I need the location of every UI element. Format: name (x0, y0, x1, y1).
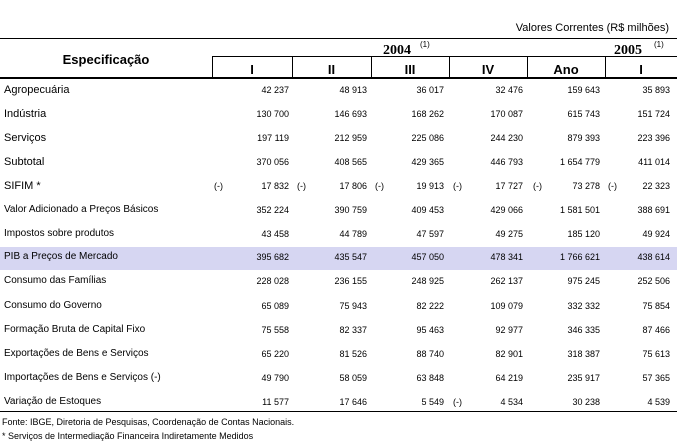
value-cell: 17 727 (495, 181, 523, 191)
table-bottom-rule (0, 411, 677, 412)
value-cell: 17 832 (261, 181, 289, 191)
value-cell: 57 365 (642, 373, 670, 383)
value-cell: 82 337 (339, 325, 367, 335)
value-cell: 438 614 (637, 252, 670, 262)
header-bottom-rule (0, 77, 677, 79)
value-cell: 11 577 (262, 397, 289, 407)
value-cell: 429 365 (411, 157, 444, 167)
value-cell: 879 393 (567, 133, 600, 143)
value-cell: 212 959 (334, 133, 367, 143)
value-cell: 159 643 (567, 85, 600, 95)
negative-marker: (-) (608, 181, 617, 191)
row-label: Impostos sobre produtos (4, 228, 115, 239)
value-cell: 1 654 779 (559, 157, 600, 167)
value-cell: 429 066 (490, 205, 523, 215)
value-cell: 63 848 (416, 373, 444, 383)
value-cell: 262 137 (490, 276, 523, 286)
column-header-2004-ano: Ano (553, 62, 579, 77)
value-cell: 185 120 (567, 229, 600, 239)
footnote-sifim: * Serviços de Intermediação Financeira Indiretamente Medidos (2, 431, 254, 441)
units-label: Valores Correntes (R$ milhões) (515, 22, 669, 34)
value-cell: 223 396 (637, 133, 670, 143)
table-row (0, 344, 677, 367)
column-header-2004-ii: II (327, 62, 336, 77)
negative-marker: (-) (214, 181, 223, 191)
row-label: Valor Adicionado a Preços Básicos (4, 204, 159, 215)
value-cell: 43 458 (261, 229, 289, 239)
value-cell: 446 793 (490, 157, 523, 167)
column-header-2004-i: I (250, 62, 254, 77)
value-cell: 370 056 (256, 157, 289, 167)
year-2004-heading: 2004 (383, 43, 411, 58)
year-2005-heading: 2005 (614, 43, 642, 58)
value-cell: 225 086 (411, 133, 444, 143)
row-label: SIFIM * (4, 180, 41, 192)
value-cell: 48 913 (339, 85, 367, 95)
value-cell: 75 613 (642, 349, 670, 359)
value-cell: 197 119 (257, 133, 289, 143)
value-cell: 88 740 (416, 349, 444, 359)
value-cell: 395 682 (256, 252, 289, 262)
value-cell: 1 581 501 (559, 205, 600, 215)
value-cell: 32 476 (495, 85, 523, 95)
table-row (0, 368, 677, 391)
table-row (0, 152, 677, 175)
table-row (0, 176, 677, 199)
negative-marker: (-) (453, 181, 462, 191)
value-cell: 82 222 (416, 301, 444, 311)
value-cell: 17 646 (339, 397, 367, 407)
value-cell: 146 693 (334, 109, 367, 119)
value-cell: 92 977 (495, 325, 523, 335)
value-cell: 4 534 (500, 397, 523, 407)
value-cell: 87 466 (642, 325, 670, 335)
table-row (0, 320, 677, 343)
row-label: Variação de Estoques (4, 396, 102, 407)
value-cell: 19 913 (416, 181, 444, 191)
negative-marker: (-) (375, 181, 384, 191)
negative-marker: (-) (297, 181, 306, 191)
value-cell: 346 335 (567, 325, 600, 335)
value-cell: 170 087 (490, 109, 523, 119)
value-cell: 49 924 (642, 229, 670, 239)
column-header-2004-iii: III (404, 62, 416, 77)
row-label: Indústria (4, 108, 47, 120)
row-label: Consumo das Famílias (4, 275, 107, 286)
column-header-2004-iv: IV (481, 62, 495, 77)
value-cell: 65 220 (261, 349, 289, 359)
value-cell: 75 943 (339, 301, 367, 311)
value-cell: 352 224 (256, 205, 289, 215)
value-cell: 408 565 (334, 157, 367, 167)
row-label: Subtotal (4, 156, 45, 168)
value-cell: 73 278 (572, 181, 600, 191)
row-label: Importações de Bens e Serviços (-) (4, 372, 161, 383)
row-label: Formação Bruta de Capital Fixo (4, 324, 146, 335)
table-row (0, 247, 677, 270)
value-cell: 30 238 (572, 397, 600, 407)
value-cell: 409 453 (411, 205, 444, 215)
value-cell: 4 539 (647, 397, 670, 407)
value-cell: 248 925 (411, 276, 444, 286)
value-cell: 252 506 (637, 276, 670, 286)
value-cell: 64 219 (495, 373, 523, 383)
table-row (0, 104, 677, 127)
value-cell: 109 079 (490, 301, 523, 311)
value-cell: 168 262 (411, 109, 444, 119)
column-header-2005-i: I (639, 62, 643, 77)
value-cell: 228 028 (256, 276, 289, 286)
year-2005-footnote-marker: (1) (654, 40, 664, 49)
value-cell: 318 387 (567, 349, 600, 359)
value-cell: 411 014 (638, 157, 670, 167)
value-cell: 1 766 621 (559, 252, 600, 262)
value-cell: 478 341 (490, 252, 523, 262)
column-header-specification: Especificação (62, 52, 150, 67)
year-2004-footnote-marker: (1) (420, 40, 430, 49)
footnote-source: Fonte: IBGE, Diretoria de Pesquisas, Coordenação de Contas Nacionais. (2, 417, 295, 427)
table-row (0, 271, 677, 294)
row-label: Consumo do Governo (4, 300, 102, 311)
value-cell: 75 854 (642, 301, 670, 311)
value-cell: 388 691 (637, 205, 670, 215)
value-cell: 130 700 (256, 109, 289, 119)
value-cell: 615 743 (567, 109, 600, 119)
table-row (0, 224, 677, 247)
table-row (0, 296, 677, 319)
table-top-rule (0, 38, 677, 39)
value-cell: 95 463 (416, 325, 444, 335)
value-cell: 49 790 (261, 373, 289, 383)
row-label: Serviços (4, 132, 47, 144)
value-cell: 47 597 (416, 229, 444, 239)
value-cell: 42 237 (261, 85, 289, 95)
row-label: Exportações de Bens e Serviços (4, 348, 149, 359)
row-label: PIB a Preços de Mercado (4, 251, 118, 262)
table-row (0, 128, 677, 151)
value-cell: 236 155 (334, 276, 367, 286)
row-label: Agropecuária (4, 84, 70, 96)
value-cell: 49 275 (495, 229, 523, 239)
value-cell: 235 917 (567, 373, 600, 383)
value-cell: 22 323 (642, 181, 670, 191)
value-cell: 44 789 (339, 229, 367, 239)
value-cell: 75 558 (261, 325, 289, 335)
value-cell: 17 806 (339, 181, 367, 191)
value-cell: 35 893 (642, 85, 670, 95)
table-row (0, 200, 677, 223)
value-cell: 81 526 (339, 349, 367, 359)
value-cell: 390 759 (334, 205, 367, 215)
value-cell: 58 059 (339, 373, 367, 383)
value-cell: 151 724 (637, 109, 670, 119)
value-cell: 5 549 (421, 397, 444, 407)
negative-marker: (-) (453, 397, 462, 407)
value-cell: 435 547 (334, 252, 367, 262)
value-cell: 82 901 (495, 349, 523, 359)
year-rule (212, 56, 677, 57)
negative-marker: (-) (533, 181, 542, 191)
table-row (0, 80, 677, 103)
value-cell: 975 245 (567, 276, 600, 286)
value-cell: 332 332 (567, 301, 600, 311)
value-cell: 457 050 (411, 252, 444, 262)
value-cell: 36 017 (416, 85, 444, 95)
value-cell: 65 089 (261, 301, 289, 311)
value-cell: 244 230 (490, 133, 523, 143)
